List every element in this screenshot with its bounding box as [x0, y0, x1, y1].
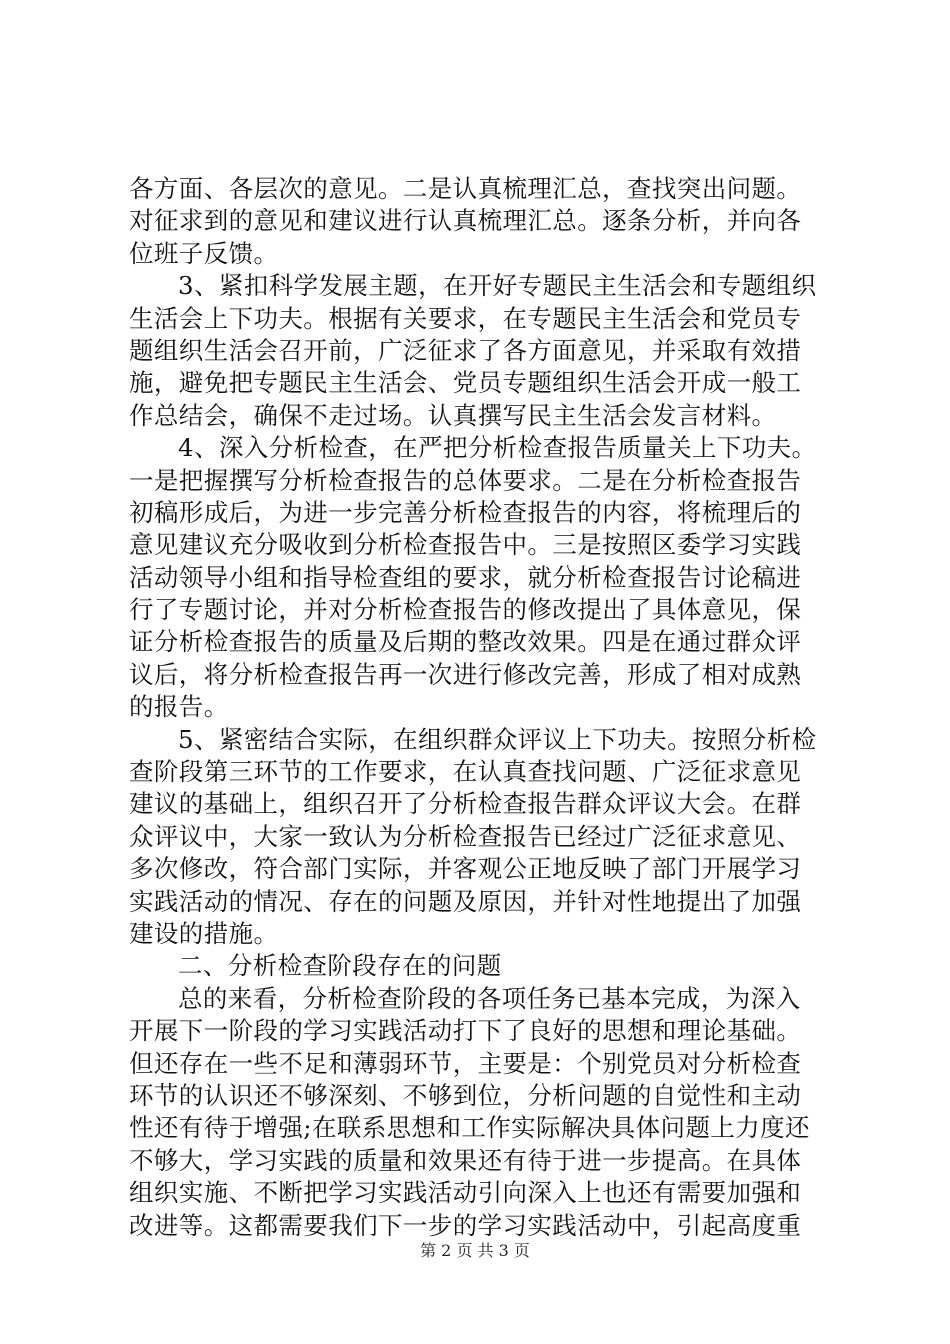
text-line: 环节的认识还不够深刻、不够到位，分析问题的自觉性和主动 — [129, 1080, 802, 1110]
text-line: 施，避免把专题民主生活会、党员专题组织生活会开成一般工 — [129, 368, 802, 398]
text-line: 位班子反馈。 — [129, 238, 279, 268]
text-line: 生活会上下功夫。根据有关要求，在专题民主生活会和党员专 — [129, 303, 802, 333]
text-line: 4、深入分析检查，在严把分析检查报告质量关上下功夫。 — [178, 433, 817, 463]
text-line: 建议的基础上，组织召开了分析检查报告群众评议大会。在群 — [129, 789, 802, 819]
text-line: 5、紧密结合实际，在组织群众评议上下功夫。按照分析检 — [178, 724, 817, 754]
text-line: 一是把握撰写分析检查报告的总体要求。二是在分析检查报告 — [129, 465, 802, 495]
text-line: 查阶段第三环节的工作要求，在认真查找问题、广泛征求意见 — [129, 757, 802, 787]
text-line: 实践活动的情况、存在的问题及原因，并针对性地提出了加强 — [129, 886, 802, 916]
text-line: 总的来看，分析检查阶段的各项任务已基本完成，为深入 — [178, 983, 801, 1013]
text-line: 议后，将分析检查报告再一次进行修改完善，形成了相对成熟 — [129, 659, 802, 689]
text-line: 对征求到的意见和建议进行认真梳理汇总。逐条分析，并向各 — [129, 206, 802, 236]
text-line: 众评议中，大家一致认为分析检查报告已经过广泛征求意见、 — [129, 821, 802, 851]
text-line: 不够大，学习实践的质量和效果还有待于进一步提高。在具体 — [129, 1145, 802, 1175]
text-line: 行了专题讨论，并对分析检查报告的修改提出了具体意见，保 — [129, 595, 802, 625]
page-footer: 第 2 页 共 3 页 — [420, 1241, 530, 1260]
text-line: 活动领导小组和指导检查组的要求，就分析检查报告讨论稿进 — [129, 562, 802, 592]
text-line: 作总结会，确保不走过场。认真撰写民主生活会发言材料。 — [129, 400, 777, 430]
text-line: 二、分析检查阶段存在的问题 — [178, 951, 502, 981]
text-line: 意见建议充分吸收到分析检查报告中。三是按照区委学习实践 — [129, 530, 802, 560]
text-line: 组织实施、不断把学习实践活动引向深入上也还有需要加强和 — [129, 1178, 802, 1208]
text-line: 性还有待于增强;在联系思想和工作实际解决具体问题上力度还 — [129, 1113, 810, 1143]
text-line: 题组织生活会召开前，广泛征求了各方面意见，并采取有效措 — [129, 335, 802, 365]
text-line: 开展下一阶段的学习实践活动打下了良好的思想和理论基础。 — [129, 1016, 802, 1046]
text-line: 各方面、各层次的意见。二是认真梳理汇总，查找突出问题。 — [129, 174, 802, 203]
text-line: 初稿形成后，为进一步完善分析检查报告的内容，将梳理后的 — [129, 497, 802, 527]
document-body — [129, 173, 829, 1242]
text-line: 但还存在一些不足和薄弱环节，主要是：个别党员对分析检查 — [129, 1048, 802, 1078]
text-line: 建设的措施。 — [129, 918, 279, 948]
text-line: 多次修改，符合部门实际，并客观公正地反映了部门开展学习 — [129, 854, 802, 884]
text-line: 的报告。 — [129, 692, 229, 722]
text-line: 3、紧扣科学发展主题，在开好专题民主生活会和专题组织 — [178, 271, 817, 301]
text-line: 改进等。这都需要我们下一步的学习实践活动中，引起高度重 — [129, 1210, 802, 1240]
text-line: 证分析检查报告的质量及后期的整改效果。四是在通过群众评 — [129, 627, 802, 657]
